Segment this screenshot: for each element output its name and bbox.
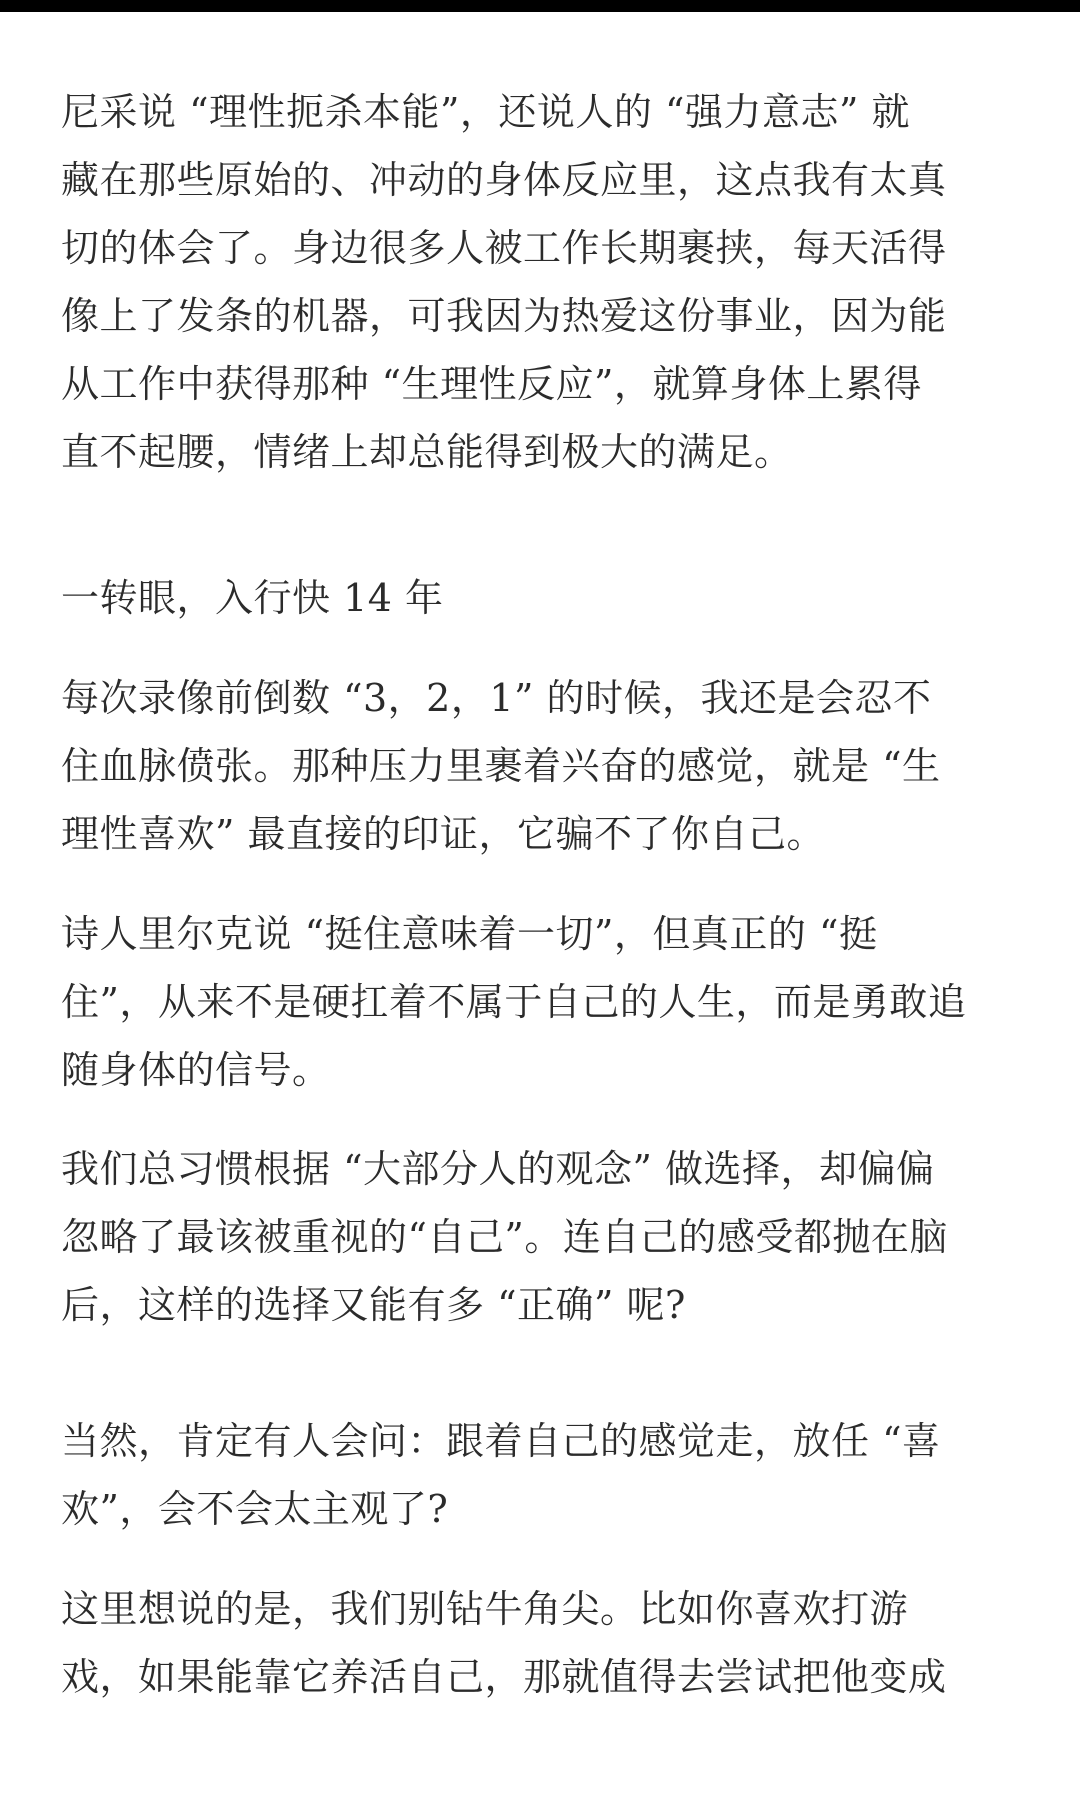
text-line: 从工作中获得那种 “生理性反应”，就算身体上累得	[61, 362, 922, 406]
paragraph-nietzsche	[61, 78, 947, 486]
text-line: 住”，从来不是硬扛着不属于自己的人生，而是勇敢追	[61, 980, 967, 1024]
paragraph-question	[61, 1407, 941, 1543]
paragraph-gaming-example	[61, 1575, 947, 1711]
paragraph-countdown	[61, 664, 941, 868]
text-line: 住血脉偾张。那种压力里裹着兴奋的感觉，就是 “生	[61, 744, 941, 788]
text-line: 忽略了最该被重视的“自己”。连自己的感受都抛在脑	[61, 1215, 948, 1259]
status-bar-edge	[0, 0, 1080, 12]
paragraph-years-in-industry	[61, 564, 444, 632]
text-line: 理性喜欢” 最直接的印证，它骗不了你自己。	[61, 812, 826, 856]
text-line: 一转眼，入行快 14 年	[61, 576, 444, 620]
text-line: 藏在那些原始的、冲动的身体反应里，这点我有太真	[61, 158, 947, 202]
text-line: 像上了发条的机器，可我因为热爱这份事业，因为能	[61, 294, 947, 338]
paragraph-rilke	[61, 900, 966, 1104]
text-line: 我们总习惯根据 “大部分人的观念” 做选择，却偏偏	[61, 1147, 935, 1191]
text-line: 随身体的信号。	[61, 1048, 331, 1092]
paragraph-choices	[61, 1135, 948, 1339]
text-line: 切的体会了。身边很多人被工作长期裹挟，每天活得	[61, 226, 947, 270]
text-line: 当然，肯定有人会问：跟着自己的感觉走，放任 “喜	[61, 1419, 941, 1463]
text-line: 直不起腰，情绪上却总能得到极大的满足。	[61, 430, 793, 474]
text-line: 戏，如果能靠它养活自己，那就值得去尝试把他变成	[61, 1655, 947, 1699]
text-line: 每次录像前倒数 “3，2，1” 的时候，我还是会忍不	[61, 676, 932, 720]
text-line: 这里想说的是，我们别钻牛角尖。比如你喜欢打游	[61, 1587, 909, 1631]
text-line: 尼采说 “理性扼杀本能”，还说人的 “强力意志” 就	[61, 90, 910, 134]
text-line: 欢”，会不会太主观了?	[61, 1487, 449, 1531]
text-line: 后，这样的选择又能有多 “正确” 呢?	[61, 1283, 686, 1327]
text-line: 诗人里尔克说 “挺住意味着一切”，但真正的 “挺	[61, 912, 878, 956]
